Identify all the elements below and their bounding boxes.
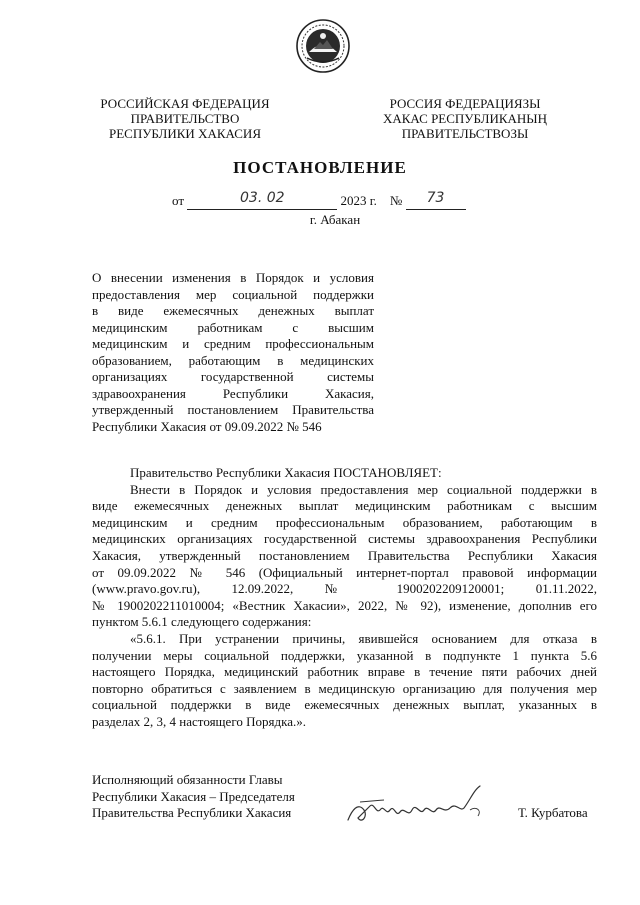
coat-of-arms-emblem xyxy=(295,18,351,74)
body-line: пунктом 5.6.1 следующего содержания: xyxy=(92,614,312,630)
date-field xyxy=(187,190,337,210)
city-label: г. Абакан xyxy=(309,212,361,227)
body-line: Правительство Республики Хакасия ПОСТАНОВЛЯЕТ: xyxy=(130,465,442,480)
header-right-line: ПРАВИТЕЛЬСТВОЗЫ xyxy=(401,126,529,141)
body-line: Внести в Порядок и условия предоставления мер социальной поддержки в xyxy=(130,481,597,497)
header-left-line: ПРАВИТЕЛЬСТВО xyxy=(130,111,240,126)
subject-line: организациях государственной системы xyxy=(92,369,374,384)
date-number-line xyxy=(172,190,466,210)
number-field xyxy=(406,190,466,210)
position-line: Правительства Республики Хакасия xyxy=(92,805,292,820)
body-line: от 09.09.2022 № 546 (Официальный интернет-портал правовой информации xyxy=(92,564,597,580)
body-line: № 1900202211010004; «Вестник Хакасии», 2022, № 92), изменение, дополнив его xyxy=(92,597,597,613)
subject-line: Республики Хакасия от 09.09.2022 № 546 xyxy=(92,418,322,434)
body-line: повторно обратиться с заявлением в медицинскую организацию для получения мер xyxy=(92,680,597,696)
header-left-line: РОССИЙСКАЯ ФЕДЕРАЦИЯ xyxy=(100,96,270,111)
document-title: ПОСТАНОВЛЕНИЕ xyxy=(233,158,407,177)
header-left-line: РЕСПУБЛИКИ ХАКАСИЯ xyxy=(108,126,261,141)
body-text xyxy=(92,465,597,731)
body-line: Хакасия, утвержденный постановлением Правительства Республики Хакасия xyxy=(92,547,597,563)
subject-line: предоставления мер социальной поддержки xyxy=(92,286,374,302)
from-label: от xyxy=(172,193,185,208)
signatory-position xyxy=(92,772,295,822)
body-line: виде ежемесячных денежных выплат медицинским работникам с высшим xyxy=(92,498,597,514)
body-line: настоящего Порядка, медицинский работник вправе в течение пяти рабочих дней xyxy=(92,664,597,680)
body-line: (www.pravo.gov.ru), 12.09.2022, № 1900202209120001; 01.11.2022, xyxy=(92,581,597,597)
subject-line: медицинским работникам с высшим xyxy=(92,319,374,335)
year-label: 2023 г. xyxy=(340,193,377,208)
subject-line: утвержденный постановлением Правительства xyxy=(92,402,374,417)
header-right-line: РОССИЯ ФЕДЕРАЦИЯЗЫ xyxy=(389,96,541,111)
signer-name: Т. Курбатова xyxy=(518,805,588,820)
header-left-russian xyxy=(90,96,280,141)
body-line: «5.6.1. При устранении причины, явившейся основанием для отказа в xyxy=(130,630,597,646)
handwritten-number: 73 xyxy=(426,190,445,206)
handwritten-signature xyxy=(340,780,500,835)
subject-line: образованием, работающим в медицинских xyxy=(92,352,374,368)
subject-line: здравоохранения Республики Хакасия, xyxy=(92,385,374,401)
body-line: получении меры социальной поддержки, указанной в подпункте 1 пункта 5.6 xyxy=(92,647,597,663)
body-line: медицинским и средним профессиональным образованием, работающим в xyxy=(92,514,597,530)
subject-line: О внесении изменения в Порядок и условия xyxy=(92,270,374,285)
header-right-khakas xyxy=(365,96,565,141)
body-line: социальной поддержки в виде ежемесячных денежных выплат, указанных в xyxy=(92,697,597,713)
position-line: Республики Хакасия – Председателя xyxy=(92,788,295,804)
body-line: разделах 2, 3, 4 настоящего Порядка.». xyxy=(92,713,306,729)
subject-line: в виде ежемесячных денежных выплат xyxy=(92,303,374,318)
handwritten-date: 03. 02 xyxy=(240,190,285,206)
position-line: Исполняющий обязанности Главы xyxy=(92,772,283,787)
subject-block xyxy=(92,270,374,435)
number-label: № xyxy=(389,193,403,208)
header-right-line: ХАКАС РЕСПУБЛИКАНЫҢ xyxy=(382,111,548,126)
body-line: медицинских организациях государственной системы здравоохранения Республики xyxy=(92,531,597,547)
subject-line: медицинским и средним профессиональным xyxy=(92,336,374,351)
